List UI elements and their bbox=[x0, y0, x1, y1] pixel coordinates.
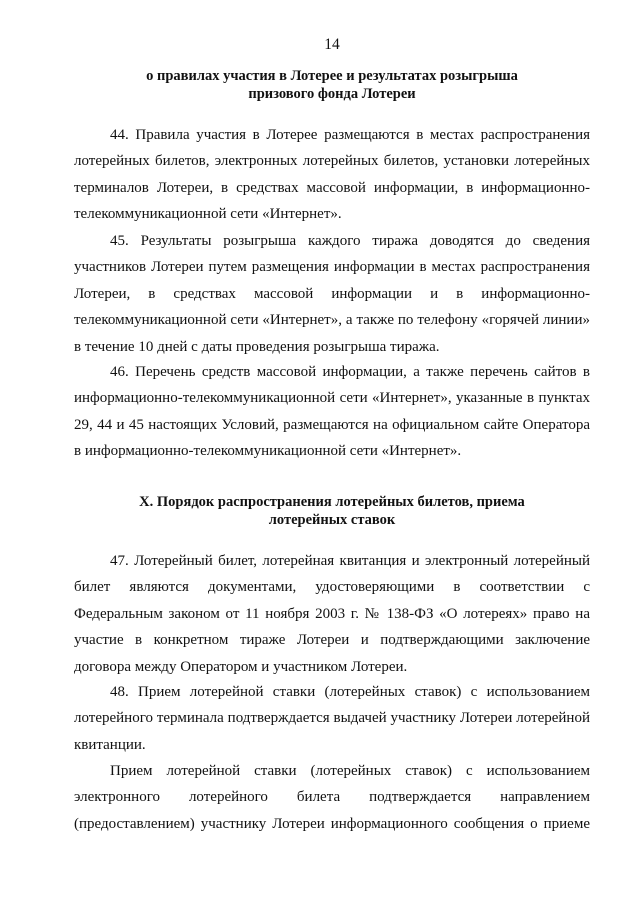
chapter-heading bbox=[74, 493, 590, 529]
paragraph-47: 47. Лотерейный билет, лотерейная квитанция и электронный лотерейный билет являются документами, удостоверяющими в соответствии с Федеральным законом от 11 ноября 2003 г. № 138-ФЗ «О лотереях» право на участие в конкретном тираже Лотереи и подтверждающими заключение договора между Оператором и участником Лотереи. bbox=[74, 553, 590, 675]
section-heading-line: о правилах участия в Лотерее и результатах розыгрыша bbox=[146, 68, 518, 84]
page-number: 14 bbox=[324, 36, 340, 53]
chapter-heading-line: X. Порядок распространения лотерейных билетов, приема bbox=[139, 494, 525, 510]
paragraph-48-continued: Прием лотерейной ставки (лотерейных ставок) с использованием электронного лотерейного билета подтверждается направлением (предоставлением) участнику Лотереи информационного сообщения о приеме bbox=[74, 763, 590, 832]
paragraph-48: 48. Прием лотерейной ставки (лотерейных ставок) с использованием лотерейного терминала подтверждается выдачей участнику Лотереи лотерейной квитанции. bbox=[74, 684, 590, 753]
chapter-heading-line: лотерейных ставок bbox=[268, 512, 396, 528]
section-heading bbox=[74, 67, 590, 103]
section-heading-line: призового фонда Лотереи bbox=[248, 86, 416, 102]
paragraph-45: 45. Результаты розыгрыша каждого тиража доводятся до сведения участников Лотереи путем размещения информации в местах распространения Лотереи, в средствах массовой информации и в информационно-телекоммуникационной сети «Интернет», а также по телефону «горячей линии» в течение 10 дней с даты проведения розыгрыша тиража. bbox=[74, 233, 590, 355]
paragraph-44: 44. Правила участия в Лотерее размещаются в местах распространения лотерейных билетов, электронных лотерейных билетов, установки лотерейных терминалов Лотереи, в средствах массовой информации, в информационно-телекоммуникационной сети «Интернет». bbox=[74, 127, 590, 223]
paragraph-46: 46. Перечень средств массовой информации, а также перечень сайтов в информационно-телекоммуникационной сети «Интернет», указанные в пунктах 29, 44 и 45 настоящих Условий, размещаются на официальном сайте Оператора в информационно-телекоммуникационной сети «Интернет». bbox=[74, 364, 590, 460]
